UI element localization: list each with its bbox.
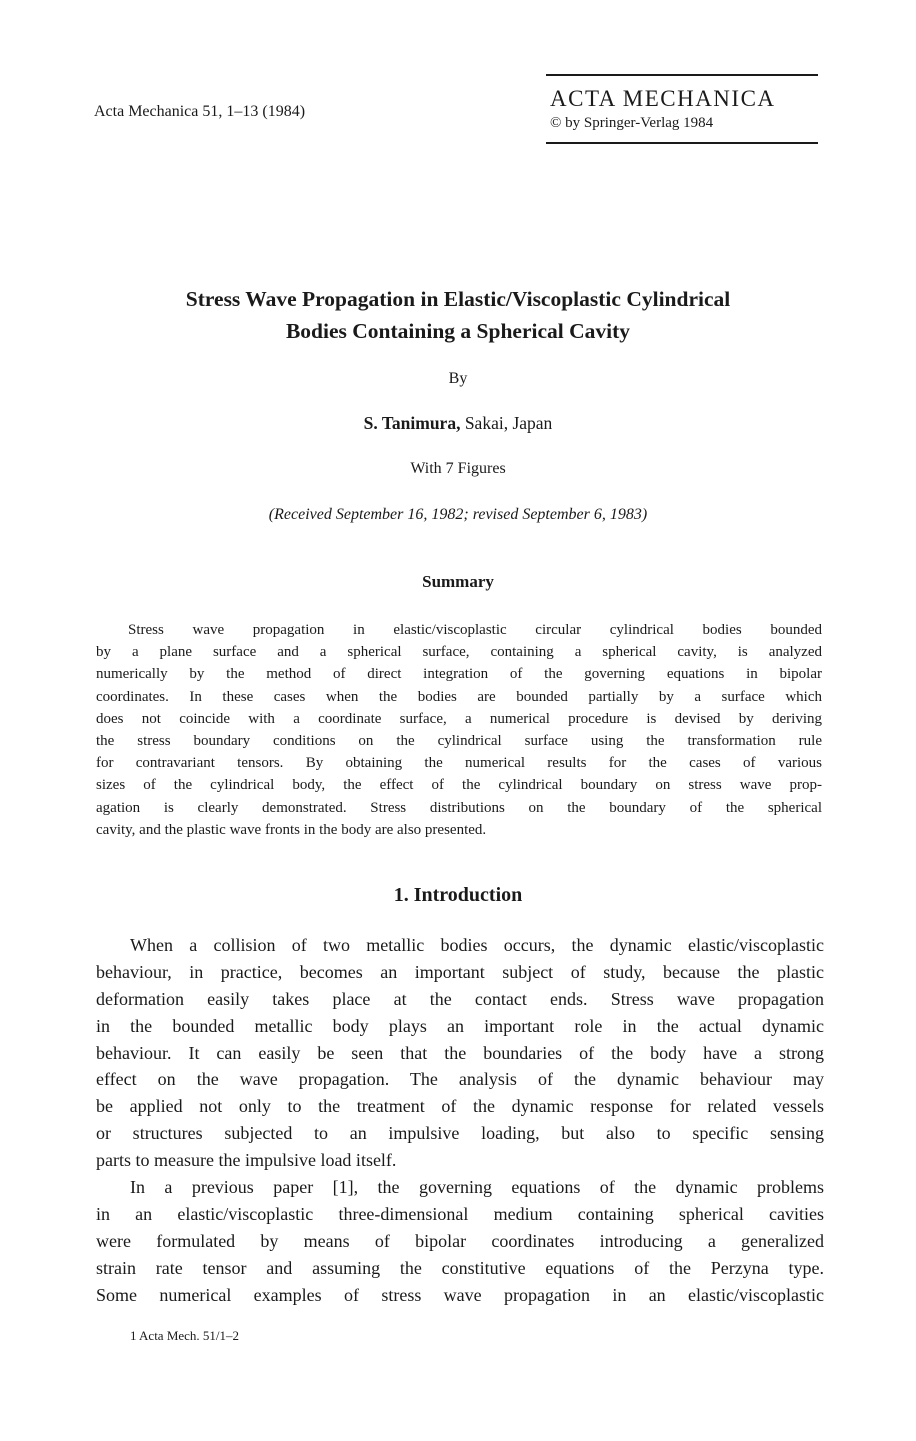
- masthead-copyright: © by Springer-Verlag 1984: [550, 115, 714, 131]
- body-line: In a previous paper [1], the governing equations of the dynamic problems: [130, 1177, 824, 1198]
- body-line: deformation easily takes place at the contact ends. Stress wave propagation: [96, 988, 824, 1009]
- body-line: effect on the wave propagation. The analysis of the dynamic behaviour may: [96, 1069, 824, 1090]
- masthead-title: ACTA MECHANICA: [550, 86, 776, 111]
- summary-line: agation is clearly demonstrated. Stress distributions on the boundary of the spherical: [96, 799, 822, 816]
- body-line: in the bounded metallic body plays an important role in the actual dynamic: [96, 1015, 824, 1036]
- summary-text: [96, 619, 822, 841]
- body-line: were formulated by means of bipolar coordinates introducing a generalized: [96, 1230, 824, 1251]
- journal-masthead: [546, 74, 818, 144]
- introduction-body: [96, 932, 824, 1308]
- summary-line: coordinates. In these cases when the bodies are bounded partially by a surface which: [96, 688, 822, 705]
- author-place: Sakai, Japan: [460, 413, 553, 433]
- paper-title: [0, 283, 916, 347]
- summary-heading: Summary: [422, 572, 494, 591]
- summary-line: the stress boundary conditions on the cylindrical surface using the transformation rule: [96, 732, 822, 749]
- masthead-bottom-rule: [546, 142, 818, 144]
- by-line: By: [448, 370, 468, 387]
- summary-line: Stress wave propagation in elastic/viscoplastic circular cylindrical bodies bounded: [128, 622, 822, 638]
- summary-line: for contravariant tensors. By obtaining the numerical results for the cases of various: [96, 755, 822, 772]
- title-line: Bodies Containing a Spherical Cavity: [285, 319, 631, 343]
- title-line: Stress Wave Propagation in Elastic/Viscoplastic Cylindrical: [185, 287, 731, 311]
- author-name: S. Tanimura,: [363, 413, 461, 433]
- summary-line: does not coincide with a coordinate surface, a numerical procedure is devised by deriving: [96, 710, 822, 727]
- body-line: behaviour, in practice, becomes an important subject of study, because the plastic: [96, 961, 824, 982]
- page-footer: 1 Acta Mech. 51/1–2: [130, 1328, 240, 1343]
- body-line: Some numerical examples of stress wave propagation in an elastic/viscoplastic: [96, 1284, 824, 1305]
- journal-reference: Acta Mechanica 51, 1–13 (1984): [94, 103, 306, 120]
- body-line: When a collision of two metallic bodies occurs, the dynamic elastic/viscoplastic: [130, 935, 824, 955]
- body-line: behaviour. It can easily be seen that the boundaries of the body have a strong: [96, 1042, 824, 1063]
- summary-line: numerically by the method of direct integration of the governing equations in bipolar: [96, 666, 822, 683]
- body-line: in an elastic/viscoplastic three-dimensional medium containing spherical cavities: [96, 1203, 824, 1224]
- introduction-heading: 1. Introduction: [393, 884, 523, 906]
- author-line: [0, 413, 916, 434]
- masthead-top-rule: [546, 74, 818, 76]
- received-dates: (Received September 16, 1982; revised September 6, 1983): [268, 506, 648, 523]
- body-line: parts to measure the impulsive load itself.: [96, 1150, 397, 1171]
- body-line: strain rate tensor and assuming the constitutive equations of the Perzyna type.: [96, 1257, 824, 1278]
- figures-note: With 7 Figures: [410, 460, 506, 477]
- body-line: or structures subjected to an impulsive loading, but also to specific sensing: [96, 1123, 824, 1144]
- body-line: be applied not only to the treatment of the dynamic response for related vessels: [96, 1096, 824, 1117]
- summary-line: sizes of the cylindrical body, the effect of the cylindrical boundary on stress wave prop-: [96, 777, 822, 794]
- summary-line: cavity, and the plastic wave fronts in the body are also presented.: [96, 821, 487, 838]
- summary-line: by a plane surface and a spherical surface, containing a spherical cavity, is analyzed: [96, 644, 822, 661]
